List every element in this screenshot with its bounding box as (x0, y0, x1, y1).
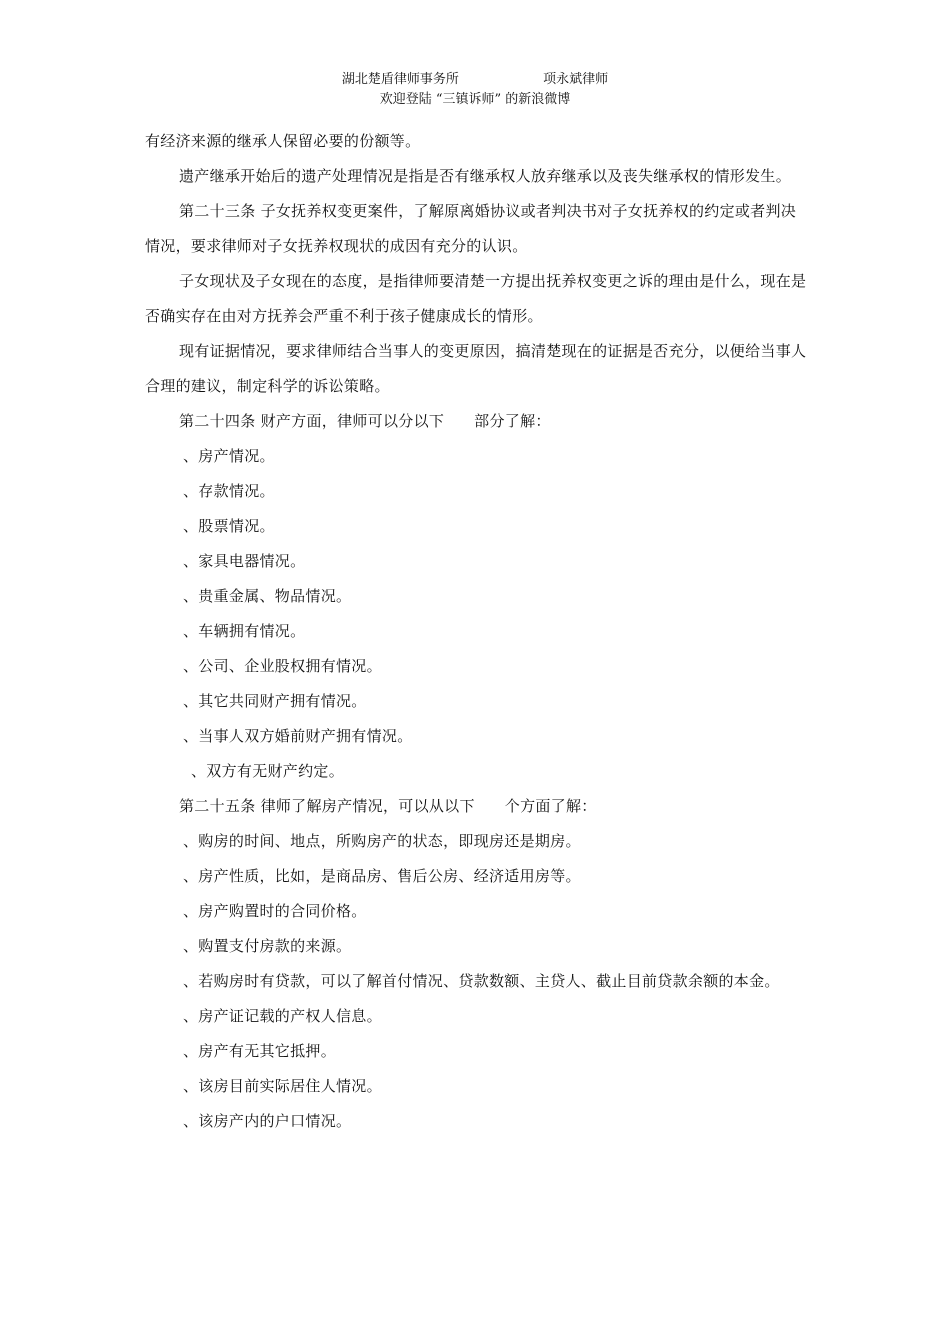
house-item: 、购置支付房款的来源。 (183, 937, 352, 955)
property-item: 、当事人双方婚前财产拥有情况。 (183, 727, 413, 745)
property-item: 、双方有无财产约定。 (191, 762, 345, 780)
article-24 (145, 404, 809, 439)
paragraph-inheritance: 遗产继承开始后的遗产处理情况是指是否有继承权人放弃继承以及丧失继承权的情形发生。 (179, 167, 792, 185)
house-item: 、房产有无其它抵押。 (183, 1042, 337, 1060)
header-line-1 (0, 70, 950, 90)
paragraph-evidence: 现有证据情况，要求律师结合当事人的变更原因，搞清楚现在的证据是否充分，以便给当事人合理的建议，制定科学的诉讼策略。 (145, 342, 807, 395)
property-item: 、股票情况。 (183, 517, 275, 535)
lawyer-name: 项永斌律师 (543, 72, 609, 87)
paragraph-child-status: 子女现状及子女现在的态度，是指律师要清楚一方提出抚养权变更之诉的理由是什么，现在是否确实存在由对方抚养会严重不利于孩子健康成长的情形。 (145, 272, 807, 325)
house-item: 、房产证记载的产权人信息。 (183, 1007, 382, 1025)
page-header (0, 70, 950, 110)
house-item: 、购房的时间、地点，所购房产的状态，即现房还是期房。 (183, 832, 581, 850)
article-25 (145, 789, 809, 824)
article-24-text-b: 部分了解： (474, 412, 551, 430)
property-item: 、其它共同财产拥有情况。 (183, 692, 367, 710)
house-item: 、该房目前实际居住人情况。 (183, 1077, 382, 1095)
property-item: 、家具电器情况。 (183, 552, 306, 570)
article-23: 第二十三条 子女抚养权变更案件，了解原离婚协议或者判决书对子女抚养权的约定或者判决情况，要求律师对子女抚养权现状的成因有充分的认识。 (145, 202, 797, 255)
house-item: 、若购房时有贷款，可以了解首付情况、贷款数额、主贷人、截止目前贷款余额的本金。 (183, 972, 780, 990)
paragraph-continuation: 有经济来源的继承人保留必要的份额等。 (145, 132, 421, 150)
article-25-text-a: 第二十五条 律师了解房产情况，可以从以下 (179, 797, 475, 815)
house-item: 、该房产内的户口情况。 (183, 1112, 352, 1130)
property-item: 、贵重金属、物品情况。 (183, 587, 352, 605)
property-item: 、车辆拥有情况。 (183, 622, 306, 640)
property-item: 、公司、企业股权拥有情况。 (183, 657, 382, 675)
weibo-line: 欢迎登陆 “三镇诉师” 的新浪微博 (379, 92, 571, 107)
house-item: 、房产性质，比如，是商品房、售后公房、经济适用房等。 (183, 867, 581, 885)
article-25-text-b: 个方面了解： (504, 797, 597, 815)
house-item: 、房产购置时的合同价格。 (183, 902, 367, 920)
article-24-text-a: 第二十四条 财产方面，律师可以分以下 (179, 412, 445, 430)
property-item: 、存款情况。 (183, 482, 275, 500)
law-firm-name: 湖北楚盾律师事务所 (341, 72, 459, 87)
property-item: 、房产情况。 (183, 447, 275, 465)
document-body (145, 124, 809, 1139)
